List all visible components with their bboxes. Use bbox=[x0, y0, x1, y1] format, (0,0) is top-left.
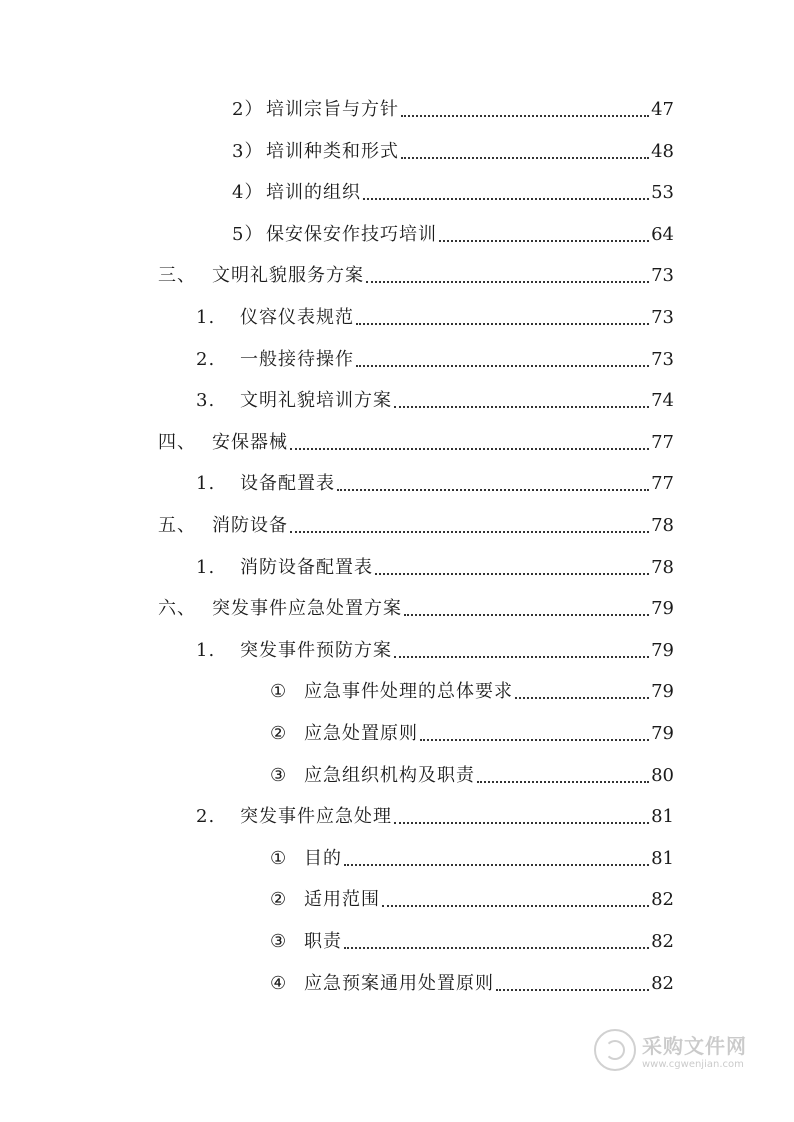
toc-entry[interactable] bbox=[232, 220, 674, 250]
toc-entry-title: 突发事件预防方案 bbox=[240, 639, 392, 661]
toc-dot-leader bbox=[290, 447, 649, 450]
toc-entry-page-number: 53 bbox=[651, 182, 674, 204]
toc-entry-page-number: 64 bbox=[651, 223, 674, 245]
toc-entry-number: 六、 bbox=[158, 598, 196, 620]
toc-entry-number: 1. bbox=[196, 639, 216, 661]
toc-entry[interactable] bbox=[270, 885, 674, 915]
toc-entry-title: 目的 bbox=[304, 847, 342, 869]
toc-entry-number: 2） bbox=[232, 99, 264, 120]
toc-dot-leader bbox=[356, 322, 649, 325]
toc-entry-title: 保安保安作技巧培训 bbox=[266, 223, 437, 245]
toc-entry-page-number: 73 bbox=[651, 307, 674, 328]
toc-dot-leader bbox=[439, 239, 649, 242]
toc-entry-number: ④ bbox=[270, 972, 288, 994]
toc-entry[interactable] bbox=[158, 594, 674, 624]
toc-entry-page-number: 77 bbox=[651, 431, 674, 453]
toc-entry-title: 职责 bbox=[304, 931, 342, 952]
toc-entry-page-number: 82 bbox=[651, 972, 674, 994]
toc-entry[interactable] bbox=[232, 178, 674, 208]
toc-entry-title: 培训的组织 bbox=[266, 182, 361, 204]
toc-entry[interactable] bbox=[158, 511, 674, 541]
toc-entry-title: 应急事件处理的总体要求 bbox=[304, 681, 513, 703]
toc-entry-page-number: 79 bbox=[651, 639, 674, 661]
toc-dot-leader bbox=[382, 904, 649, 907]
toc-entry-number: ② bbox=[270, 889, 288, 911]
toc-entry-page-number: 81 bbox=[651, 847, 674, 869]
toc-entry-title: 文明礼貌服务方案 bbox=[212, 265, 364, 287]
toc-dot-leader bbox=[344, 863, 649, 866]
toc-entry[interactable] bbox=[270, 761, 674, 791]
toc-entry-page-number: 73 bbox=[651, 348, 674, 370]
toc-entry-number: 4） bbox=[232, 182, 264, 204]
toc-entry-title: 培训宗旨与方针 bbox=[266, 99, 399, 120]
toc-entry-page-number: 74 bbox=[651, 390, 674, 412]
toc-dot-leader bbox=[401, 156, 649, 159]
toc-entry-title: 安保器械 bbox=[212, 431, 288, 453]
toc-entry[interactable] bbox=[270, 969, 674, 999]
toc-dot-leader bbox=[344, 946, 649, 949]
toc-dot-leader bbox=[394, 655, 649, 658]
toc-entry-title: 培训种类和形式 bbox=[266, 140, 399, 162]
toc-entry-page-number: 78 bbox=[651, 556, 674, 578]
toc-entry-number: 五、 bbox=[158, 515, 196, 536]
toc-entry-page-number: 79 bbox=[651, 723, 674, 744]
toc-entry-title: 突发事件应急处置方案 bbox=[212, 598, 402, 620]
toc-dot-leader bbox=[394, 405, 649, 408]
toc-entry-number: 1. bbox=[196, 307, 216, 328]
toc-entry-number: 四、 bbox=[158, 431, 196, 453]
toc-dot-leader bbox=[515, 696, 649, 699]
toc-entry[interactable] bbox=[232, 137, 674, 167]
watermark-name: 采购文件网 bbox=[642, 1034, 747, 1058]
toc-entry-title: 适用范围 bbox=[304, 889, 380, 911]
toc-entry[interactable] bbox=[232, 95, 674, 125]
toc-dot-leader bbox=[337, 488, 649, 491]
toc-entry-number: ③ bbox=[270, 764, 288, 786]
toc-entry[interactable] bbox=[196, 553, 674, 583]
watermark-url: www.cgwenjian.com bbox=[642, 1059, 744, 1070]
toc-entry-page-number: 79 bbox=[651, 681, 674, 703]
toc-entry[interactable] bbox=[196, 802, 674, 832]
toc-entry-title: 应急处置原则 bbox=[304, 723, 418, 744]
toc-dot-leader bbox=[477, 780, 649, 783]
toc-entry-number: ② bbox=[270, 723, 288, 744]
toc-entry-number: 1. bbox=[196, 556, 216, 578]
toc-entry-number: ① bbox=[270, 847, 288, 869]
toc-entry[interactable] bbox=[158, 428, 674, 458]
toc-entry-number: ① bbox=[270, 681, 288, 703]
toc-entry[interactable] bbox=[270, 719, 674, 749]
toc-entry-title: 一般接待操作 bbox=[240, 348, 354, 370]
toc-entry-page-number: 78 bbox=[651, 515, 674, 536]
toc-entry-title: 应急预案通用处置原则 bbox=[304, 972, 494, 994]
toc-entry[interactable] bbox=[270, 677, 674, 707]
toc-entry-page-number: 80 bbox=[651, 764, 674, 786]
toc-dot-leader bbox=[375, 572, 649, 575]
toc-entry-number: 三、 bbox=[158, 265, 196, 287]
toc-dot-leader bbox=[290, 530, 649, 533]
toc-entry-page-number: 79 bbox=[651, 598, 674, 620]
toc-entry-number: 3） bbox=[232, 140, 264, 162]
toc-entry[interactable] bbox=[158, 261, 674, 291]
toc-entry-title: 文明礼貌培训方案 bbox=[240, 390, 392, 412]
toc-entry-page-number: 81 bbox=[651, 806, 674, 828]
toc-entry-page-number: 82 bbox=[651, 889, 674, 911]
toc-entry-title: 应急组织机构及职责 bbox=[304, 764, 475, 786]
toc-entry[interactable] bbox=[270, 844, 674, 874]
toc-dot-leader bbox=[363, 197, 649, 200]
toc-entry[interactable] bbox=[196, 636, 674, 666]
toc-dot-leader bbox=[366, 280, 649, 283]
toc-entry-number: 1. bbox=[196, 473, 216, 495]
toc-entry[interactable] bbox=[196, 345, 674, 375]
toc-dot-leader bbox=[356, 364, 649, 367]
watermark-logo-icon bbox=[594, 1029, 636, 1071]
toc-entry-page-number: 47 bbox=[651, 99, 674, 120]
toc-entry[interactable] bbox=[196, 303, 674, 333]
toc-entry-page-number: 73 bbox=[651, 265, 674, 287]
toc-dot-leader bbox=[394, 821, 649, 824]
toc-entry-number: ③ bbox=[270, 931, 288, 952]
toc-entry-title: 突发事件应急处理 bbox=[240, 806, 392, 828]
toc-entry-title: 仪容仪表规范 bbox=[240, 307, 354, 328]
toc-entry[interactable] bbox=[196, 469, 674, 499]
toc-dot-leader bbox=[401, 114, 649, 117]
toc-entry-page-number: 77 bbox=[651, 473, 674, 495]
toc-entry-number: 5） bbox=[232, 223, 264, 245]
toc-entry-title: 设备配置表 bbox=[240, 473, 335, 495]
toc-entry-number: 2. bbox=[196, 806, 216, 828]
toc-entry-number: 3. bbox=[196, 390, 216, 412]
toc-entry-title: 消防设备配置表 bbox=[240, 556, 373, 578]
toc-entry-number: 2. bbox=[196, 348, 216, 370]
toc-entry-page-number: 48 bbox=[651, 140, 674, 162]
toc-entry[interactable] bbox=[196, 386, 674, 416]
toc-entry[interactable] bbox=[270, 927, 674, 957]
watermark bbox=[594, 1024, 754, 1076]
toc-entry-page-number: 82 bbox=[651, 931, 674, 952]
toc-entry-title: 消防设备 bbox=[212, 515, 288, 536]
toc-dot-leader bbox=[420, 738, 649, 741]
toc-dot-leader bbox=[404, 613, 649, 616]
toc-dot-leader bbox=[496, 988, 649, 991]
watermark-text bbox=[642, 1030, 747, 1070]
